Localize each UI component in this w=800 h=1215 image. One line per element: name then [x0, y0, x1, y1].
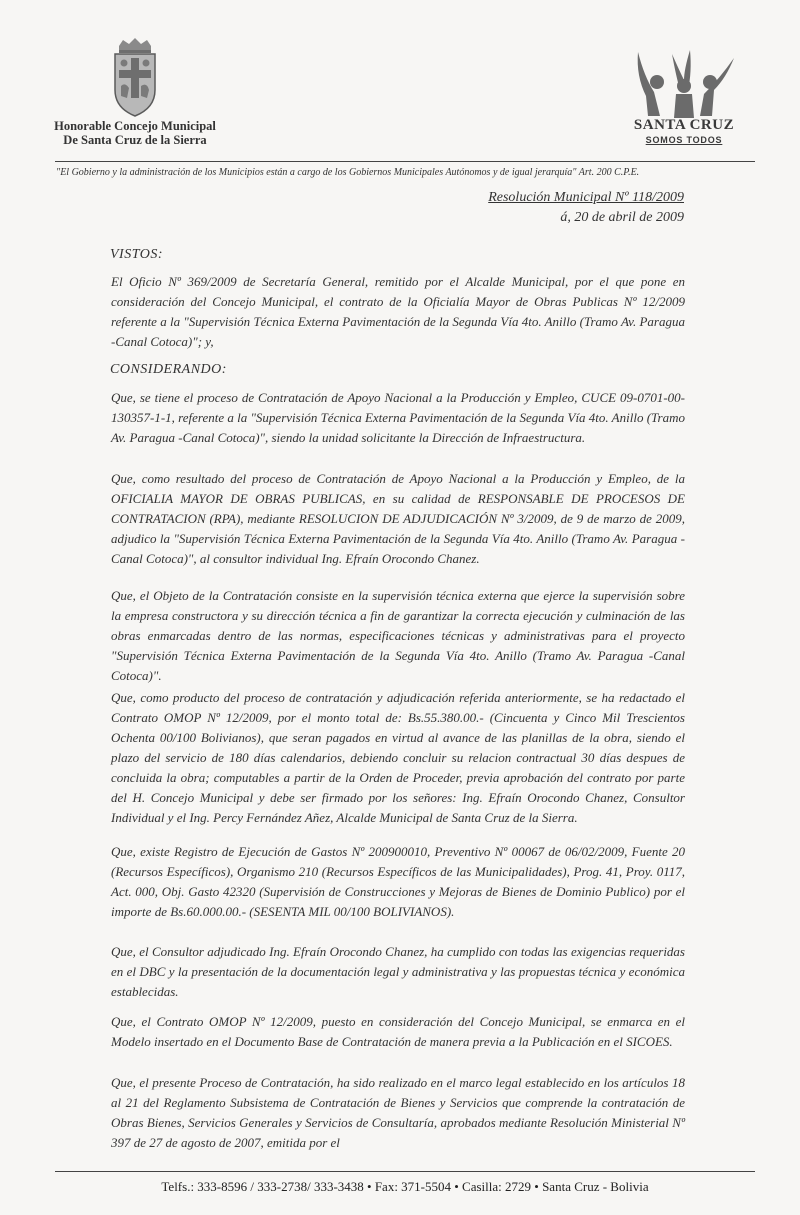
considerando-paragraph-6: Que, el Consultor adjudicado Ing. Efraín Orocondo Chanez, ha cumplido con todas las exigencias requeridas en el DBC y la presentación de la documentación legal y administrativa y las propuestas técnica y económica establecidas. — [111, 944, 685, 999]
vistos-heading: VISTOS: — [110, 247, 164, 262]
brand-title: SANTA CRUZ — [633, 117, 735, 133]
considerando-paragraph-2: Que, como resultado del proceso de Contratación de Apoyo Nacional a la Producción y Empleo, de la OFICIALIA MAYOR DE OBRAS PUBLICAS, en su calidad de RESPONSABLE DE PROCESOS DE CONTRATACION (RPA), mediante RESOLUCION DE ADJUDICACIÓN Nº 3/2009, de 9 de marzo de 2009, adjudico la "Supervisión Técnica Externa Pavimentación de la Segunda Vía 4to. Anillo (Tramo Av. Paragua -Canal Cotoca)", al consultor individual Ing. Efraín Orocondo Chanez. — [111, 471, 685, 566]
resolution-date: á, 20 de abril de 2009 — [560, 210, 684, 225]
footer-divider — [55, 1171, 755, 1172]
org-line-1: Honorable Concejo Municipal — [54, 119, 216, 133]
motto: "El Gobierno y la administración de los Municipios están a cargo de los Gobiernos Municipales Autónomos y de igual jerarquía" Art. 200 C.P.E. — [56, 167, 640, 178]
vistos-paragraph: El Oficio Nº 369/2009 de Secretaría General, remitido por el Alcalde Municipal, por el que pone en consideración del Concejo Municipal, el contrato de la Oficialía Mayor de Obras Publicas Nº 12/2009 referente a la "Supervisión Técnica Externa Pavimentación de la Segunda Vía 4to. Anillo (Tramo Av. Paragua -Canal Cotoca)"; y, — [111, 274, 685, 349]
coat-of-arms-icon — [109, 36, 161, 118]
considerando-paragraph-8: Que, el presente Proceso de Contratación, ha sido realizado en el marco legal establecido en los artículos 18 al 21 del Reglamento Subsistema de Contratación de Bienes y Servicios que comprende la contratación de Obras Bienes, Servicios Generales y Servicios de Consultaría, aprobados mediante Resolución Ministerial Nº 397 de 27 de agosto de 2007, emitida por el — [111, 1075, 685, 1150]
considerando-paragraph-3: Que, el Objeto de la Contratación consiste en la supervisión técnica externa que ejerce la supervisión sobre la empresa constructora y su dirección técnica a fin de garantizar la correcta ejecución y culminación de las obras enmarcadas dentro de las normas, especificaciones técnicas y administrativas para el proyecto "Supervisión Técnica Externa Pavimentación de la Segunda Vía 4to. Anillo (Tramo Av. Paragua -Canal Cotoca)". — [111, 588, 685, 683]
considerando-paragraph-1: Que, se tiene el proceso de Contratación de Apoyo Nacional a la Producción y Empleo, CUCE 09-0701-00-130357-1-1, referente a la "Supervisión Técnica Externa Pavimentación de la Segunda Vía 4to. Anillo (Tramo Av. Paragua -Canal Cotoca)", siendo la unidad solicitante la Dirección de Infraestructura. — [111, 390, 685, 445]
org-line-2: De Santa Cruz de la Sierra — [63, 133, 207, 147]
considerando-paragraph-4: Que, como producto del proceso de contratación y adjudicación referida anteriormente, se ha redactado el Contrato OMOP Nº 12/2009, por el monto total de: Bs.55.380.00.- (Cincuenta y Cinco Mil Trescientos Ochenta 00/100 Bolivianos), que seran pagados en virtud al avance de las planillas de la obra, siendo el plazo del servicio de 180 días calendarios, debiendo concluir su relacion contractual 30 días despues de concluida la obra; computables a partir de la Orden de Proceder, previa aprobación del contrato por parte del H. Concejo Municipal y debe ser firmado por los señores: Ing. Efraín Orocondo Chanez, Consultor Individual y el Ing. Percy Fernández Añez, Alcalde Municipal de Santa Cruz de la Sierra. — [111, 690, 685, 825]
brand-subtitle: SOMOS TODOS — [645, 135, 723, 145]
footer-contact: Telfs.: 333-8596 / 333-2738/ 333-3438 • Fax: 371-5504 • Casilla: 2729 • Santa Cruz - Bolivia — [161, 1179, 649, 1194]
considerando-paragraph-5: Que, existe Registro de Ejecución de Gastos Nº 200900010, Preventivo Nº 00067 de 06/02/2009, Fuente 20 (Recursos Específicos), Organismo 210 (Recursos Específicos de las Municipalidades), Prog. 41, Proy. 0117, Act. 000, Obj. Gasto 42320 (Supervisión de Construcciones y Mejoras de Bienes de Dominio Publico) por el importe de Bs.60.000.00.- (SESENTA MIL 00/100 BOLIVIANOS). — [111, 844, 685, 919]
header-divider — [55, 161, 755, 162]
organization-name — [40, 119, 230, 147]
resolution-title: Resolución Municipal Nº 118/2009 — [488, 190, 684, 205]
considerando-paragraph-7: Que, el Contrato OMOP Nº 12/2009, puesto en consideración del Concejo Municipal, se enmarca en el Modelo insertado en el Documento Base de Contratación de manera previa a la Publicación en el SICOES. — [111, 1014, 685, 1049]
considerando-heading: CONSIDERANDO: — [110, 362, 227, 377]
